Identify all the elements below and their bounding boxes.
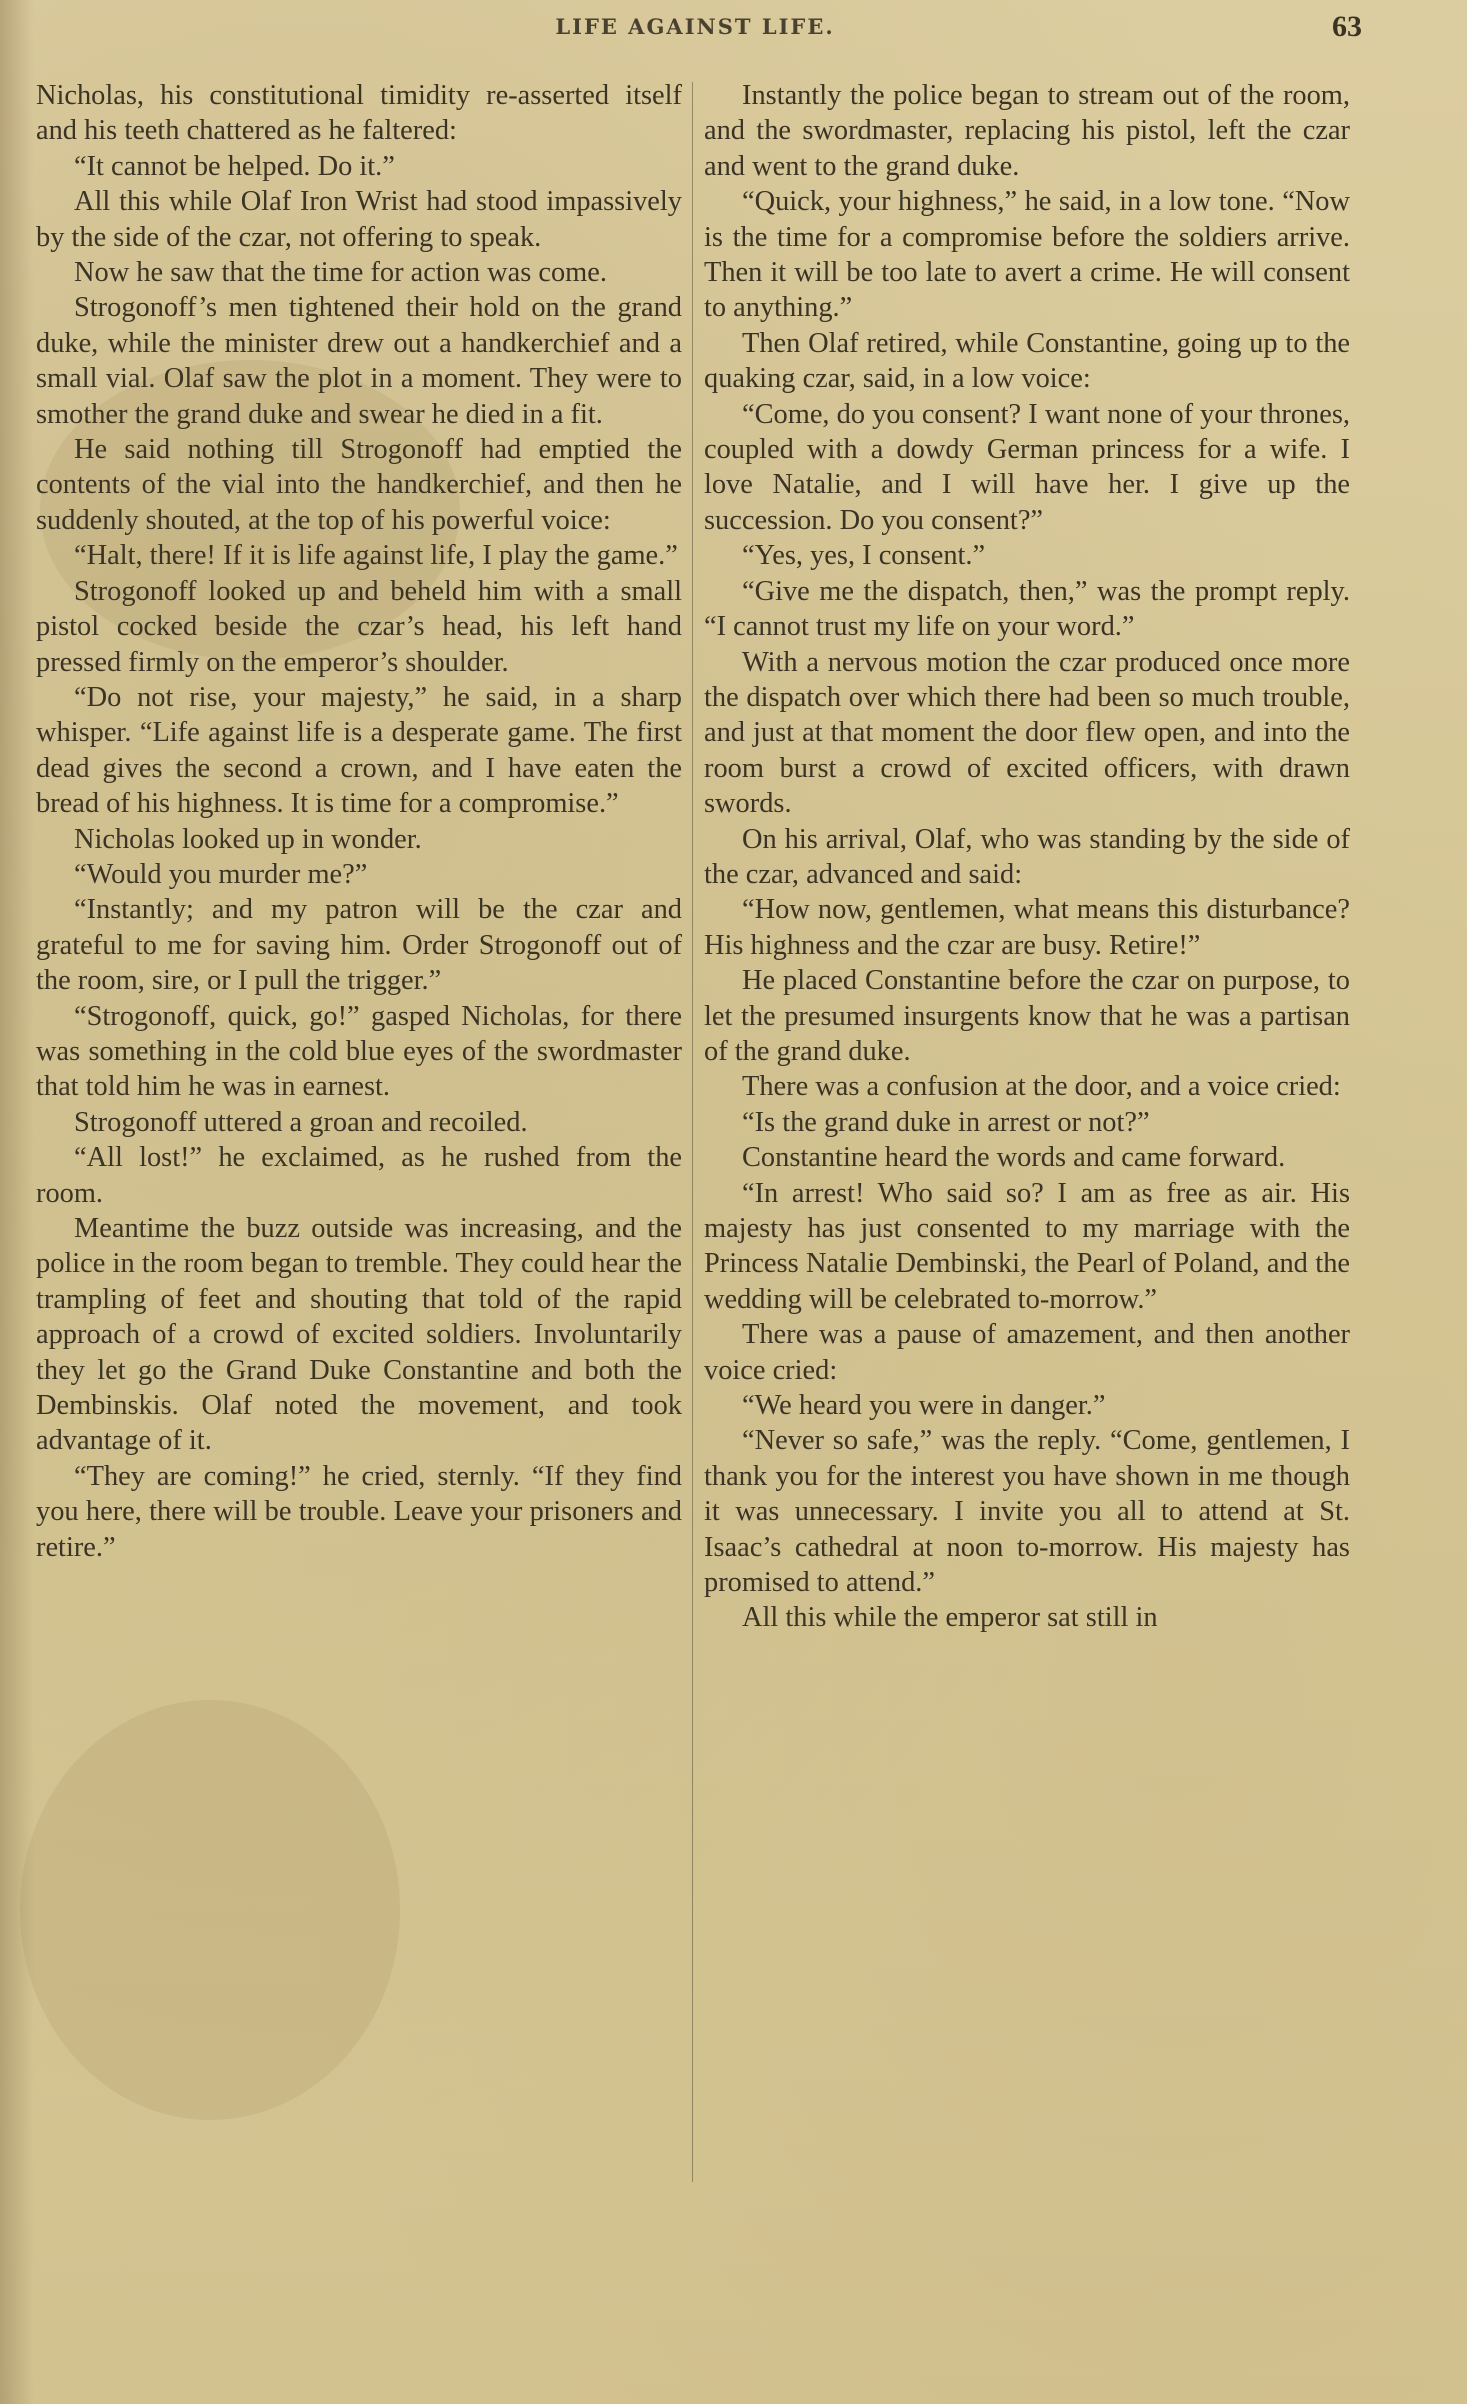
paragraph: Strogonoff’s men tightened their hold on the grand duke, while the minister drew out a handkerchief and a small vial. Olaf saw the plot in a moment. They were to smother the grand duke and swear he died in a fit. (36, 292, 682, 430)
paragraph: “Come, do you consent? I want none of your thrones, coupled with a dowdy German princess for a wife. I love Natalie, and I will have her. I give up the succession. Do you consent?” (704, 398, 1350, 536)
paragraph: “Yes, yes, I consent.” (742, 540, 986, 572)
paragraph: “We heard you were in danger.” (742, 1390, 1106, 1422)
paragraph: “Quick, your highness,” he said, in a low tone. “Now is the time for a compromise before the soldiers arrive. Then it will be too late to avert a crime. He will consent to anything.” (704, 186, 1350, 324)
paragraph: Nicholas, his constitutional timidity re-asserted itself and his teeth chattered as he faltered: (36, 80, 682, 147)
binding-shadow (0, 0, 34, 2404)
running-head: LIFE AGAINST LIFE. (555, 14, 835, 39)
paragraph: Strogonoff looked up and beheld him with a small pistol cocked beside the czar’s head, his left hand pressed firmly on the emperor’s shoulder. (36, 575, 682, 678)
paragraph: Now he saw that the time for action was come. (74, 257, 607, 289)
paragraph: “Would you murder me?” (74, 858, 368, 890)
paragraph: There was a pause of amazement, and then another voice cried: (704, 1319, 1350, 1386)
paragraph: “Do not rise, your majesty,” he said, in a sharp whisper. “Life against life is a desperate game. The first dead gives the second a crown, and I have eaten the bread of his highness. It is time for a compromise.” (36, 681, 682, 820)
paper-stain (20, 1700, 400, 2120)
paragraph: All this while Olaf Iron Wrist had stood impassively by the side of the czar, not offering to speak. (36, 186, 682, 253)
paragraph: He said nothing till Strogonoff had emptied the contents of the vial into the handkerchief, and then he suddenly shouted, at the top of his powerful voice: (36, 434, 682, 536)
paragraph: Strogonoff uttered a groan and recoiled. (74, 1106, 528, 1138)
paragraph: All this while the emperor sat still in (742, 1602, 1158, 1634)
right-column (704, 78, 1350, 1636)
paragraph: “It cannot be helped. Do it.” (74, 150, 395, 182)
paragraph: “Never so safe,” was the reply. “Come, gentlemen, I thank you for the interest you have shown in me though it was unnecessary. I invite you all to attend at St. Isaac’s cathedral at noon to-morrow. His majesty has promised to attend.” (704, 1425, 1350, 1599)
paragraph: Instantly the police began to stream out of the room, and the swordmaster, replacing his pistol, left the czar and went to the grand duke. (704, 80, 1350, 182)
page-header (30, 10, 1360, 50)
paragraph: Meantime the buzz outside was increasing, and the police in the room began to tremble. They could hear the trampling of feet and shouting that told of the rapid approach of a crowd of excited soldiers. Involuntarily they let go the Grand Duke Constantine and both the Dembinskis. Olaf noted the movement, and took advantage of it. (36, 1213, 682, 1457)
page-number: 63 (1332, 10, 1362, 43)
paragraph: “Instantly; and my patron will be the czar and grateful to me for saving him. Order Strogonoff out of the room, sire, or I pull the trigger.” (36, 894, 682, 997)
paragraph: “Halt, there! If it is life against life, I play the game.” (74, 540, 678, 572)
paragraph: “They are coming!” he cried, sternly. “If they find you here, there will be trouble. Leave your prisoners and retire.” (36, 1460, 682, 1563)
paragraph: “Give me the dispatch, then,” was the prompt reply. “I cannot trust my life on your word.” (704, 575, 1350, 643)
paragraph: With a nervous motion the czar produced once more the dispatch over which there had been so much trouble, and just at that moment the door flew open, and into the room burst a crowd of excited officers, with drawn swords. (704, 646, 1350, 820)
left-column (36, 78, 682, 1565)
column-divider (692, 82, 693, 2182)
paragraph: “How now, gentlemen, what means this disturbance? His highness and the czar are busy. Retire!” (704, 894, 1350, 961)
paragraph: There was a confusion at the door, and a voice cried: (742, 1071, 1341, 1103)
paragraph: “All lost!” he exclaimed, as he rushed from the room. (36, 1142, 682, 1209)
paragraph: Then Olaf retired, while Constantine, going up to the quaking czar, said, in a low voice: (704, 327, 1350, 395)
paragraph: “Is the grand duke in arrest or not?” (742, 1106, 1150, 1138)
paragraph: On his arrival, Olaf, who was standing by the side of the czar, advanced and said: (704, 823, 1350, 890)
paragraph: “In arrest! Who said so? I am as free as air. His majesty has just consented to my marriage with the Princess Natalie Dembinski, the Pearl of Poland, and the wedding will be celebrated to-morrow.” (704, 1177, 1350, 1315)
paragraph: Constantine heard the words and came forward. (742, 1142, 1286, 1174)
paragraph: He placed Constantine before the czar on purpose, to let the presumed insurgents know that he was a partisan of the grand duke. (704, 965, 1350, 1067)
paragraph: Nicholas looked up in wonder. (74, 823, 422, 855)
paragraph: “Strogonoff, quick, go!” gasped Nicholas, for there was something in the cold blue eyes of the swordmaster that told him he was in earnest. (36, 1000, 682, 1103)
